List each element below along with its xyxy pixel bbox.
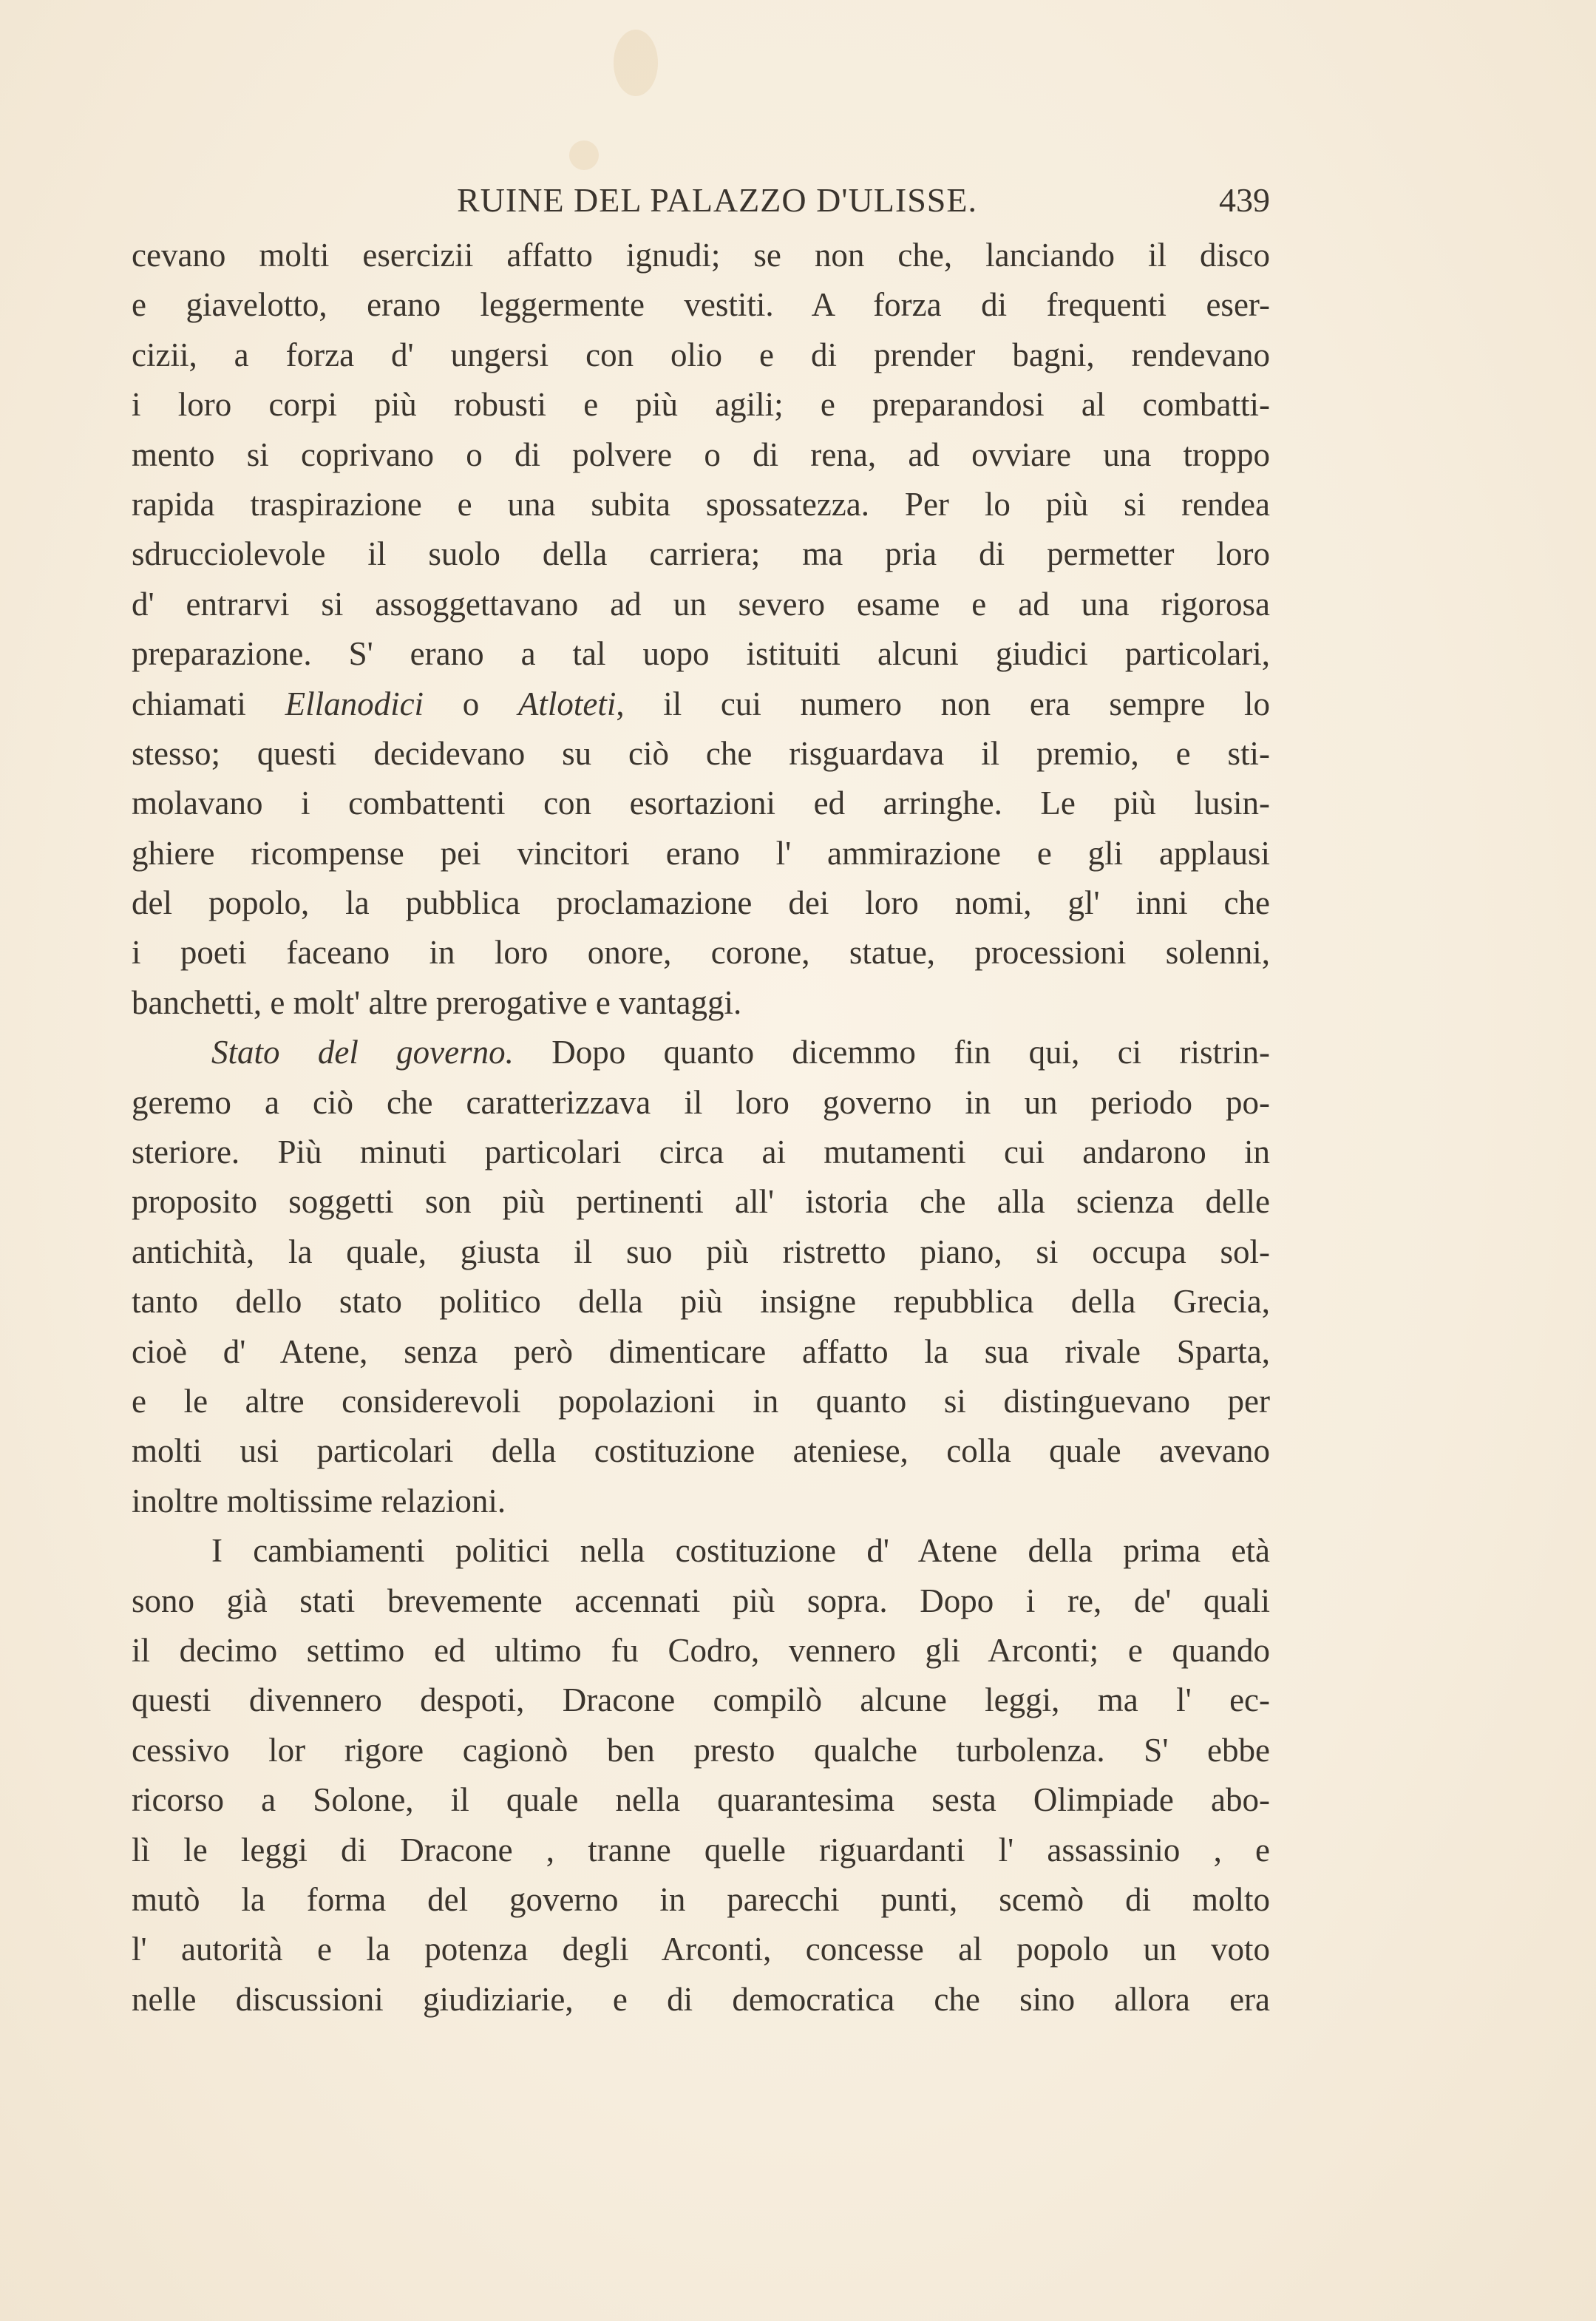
text-line: ghiere ricompense pei vincitori erano l' ammirazione e gli applausi — [132, 834, 1270, 872]
text-line: i loro corpi più robusti e più agili; e preparandosi al combatti- — [132, 386, 1270, 424]
text-line: geremo a ciò che caratterizzava il loro governo in un periodo po- — [132, 1083, 1270, 1121]
text-line: molti usi particolari della costituzione ateniese, colla quale avevano — [132, 1432, 1270, 1470]
paper-stain — [614, 30, 658, 96]
text-line: cizii, a forza d' ungersi con olio e di prender bagni, rendevano — [132, 336, 1270, 373]
text-line: inoltre moltissime relazioni. — [132, 1482, 506, 1519]
text-segment: chiamati — [132, 685, 285, 722]
text-line: steriore. Più minuti particolari circa ai mutamenti cui andarono in — [132, 1134, 1270, 1171]
text-line: cioè d' Atene, senza però dimenticare affatto la sua rivale Sparta, — [132, 1332, 1270, 1370]
text-line: sono già stati brevemente accennati più sopra. Dopo i re, de' quali — [132, 1582, 1270, 1619]
text-line: banchetti, e molt' altre prerogative e vantaggi. — [132, 983, 742, 1021]
paper-stain — [569, 140, 599, 170]
running-header — [132, 175, 1270, 226]
text-line: sdrucciolevole il suolo della carriera; ma pria di permetter loro — [132, 535, 1270, 573]
text-line: mento si coprivano o di polvere o di rena, ad ovviare una troppo — [132, 436, 1270, 473]
text-line: I cambiamenti politici nella costituzione d' Atene della prima età — [211, 1532, 1270, 1570]
text-line: d' entrarvi si assoggettavano ad un severo esame e ad una rigorosa — [132, 585, 1270, 623]
text-line: il decimo settimo ed ultimo fu Codro, vennero gli Arconti; e quando — [132, 1631, 1270, 1669]
running-title: RUINE DEL PALAZZO D'ULISSE. — [457, 181, 977, 219]
text-line: cevano molti esercizii affatto ignudi; se non che, lanciando il disco — [132, 237, 1270, 274]
italic-term: Ellanodici — [285, 685, 424, 722]
text-segment: , il cui numero non era sempre lo — [616, 685, 1270, 722]
text-line: molavano i combattenti con esortazioni ed arringhe. Le più lusin- — [132, 785, 1270, 822]
text-line: questi divennero despoti, Dracone compilò alcune leggi, ma l' ec- — [132, 1681, 1270, 1719]
section-heading-line — [132, 1028, 1270, 1077]
text-line: del popolo, la pubblica proclamazione dei loro nomi, gl' inni che — [132, 884, 1270, 922]
page-number: 439 — [1219, 181, 1270, 219]
text-line: stesso; questi decidevano su ciò che risguardava il premio, e sti- — [132, 734, 1270, 772]
text-line: cessivo lor rigore cagionò ben presto qualche turbolenza. S' ebbe — [132, 1731, 1270, 1769]
text-line: i poeti faceano in loro onore, corone, statue, processioni solenni, — [132, 934, 1270, 972]
text-line: rapida traspirazione e una subita spossatezza. Per lo più si rendea — [132, 485, 1270, 523]
text-line: e le altre considerevoli popolazioni in quanto si distinguevano per — [132, 1382, 1270, 1420]
text-segment: o — [424, 685, 518, 722]
text-line — [132, 680, 1270, 729]
text-line: tanto dello stato politico della più insigne repubblica della Grecia, — [132, 1283, 1270, 1321]
text-line: antichità, la quale, giusta il suo più ristretto piano, si occupa sol- — [132, 1233, 1270, 1270]
text-line: nelle discussioni giudiziarie, e di democratica che sino allora era — [132, 1980, 1270, 2018]
italic-term: Atloteti — [517, 685, 617, 722]
text-segment: Dopo quanto dicemmo fin qui, ci ristrin- — [513, 1034, 1270, 1071]
section-heading: Stato del governo. — [211, 1034, 514, 1071]
text-line: l' autorità e la potenza degli Arconti, concesse al popolo un voto — [132, 1931, 1270, 1968]
text-line: proposito soggetti son più pertinenti all' istoria che alla scienza delle — [132, 1183, 1270, 1221]
text-line: lì le leggi di Dracone , tranne quelle riguardanti l' assassinio , e — [132, 1831, 1270, 1868]
text-line: e giavelotto, erano leggermente vestiti. A forza di frequenti eser- — [132, 286, 1270, 324]
text-line: ricorso a Solone, il quale nella quarantesima sesta Olimpiade abo- — [132, 1781, 1270, 1819]
text-line: preparazione. S' erano a tal uopo istituiti alcuni giudici particolari, — [132, 635, 1270, 673]
body-text — [132, 231, 1270, 2024]
text-line: mutò la forma del governo in parecchi punti, scemò di molto — [132, 1880, 1270, 1918]
